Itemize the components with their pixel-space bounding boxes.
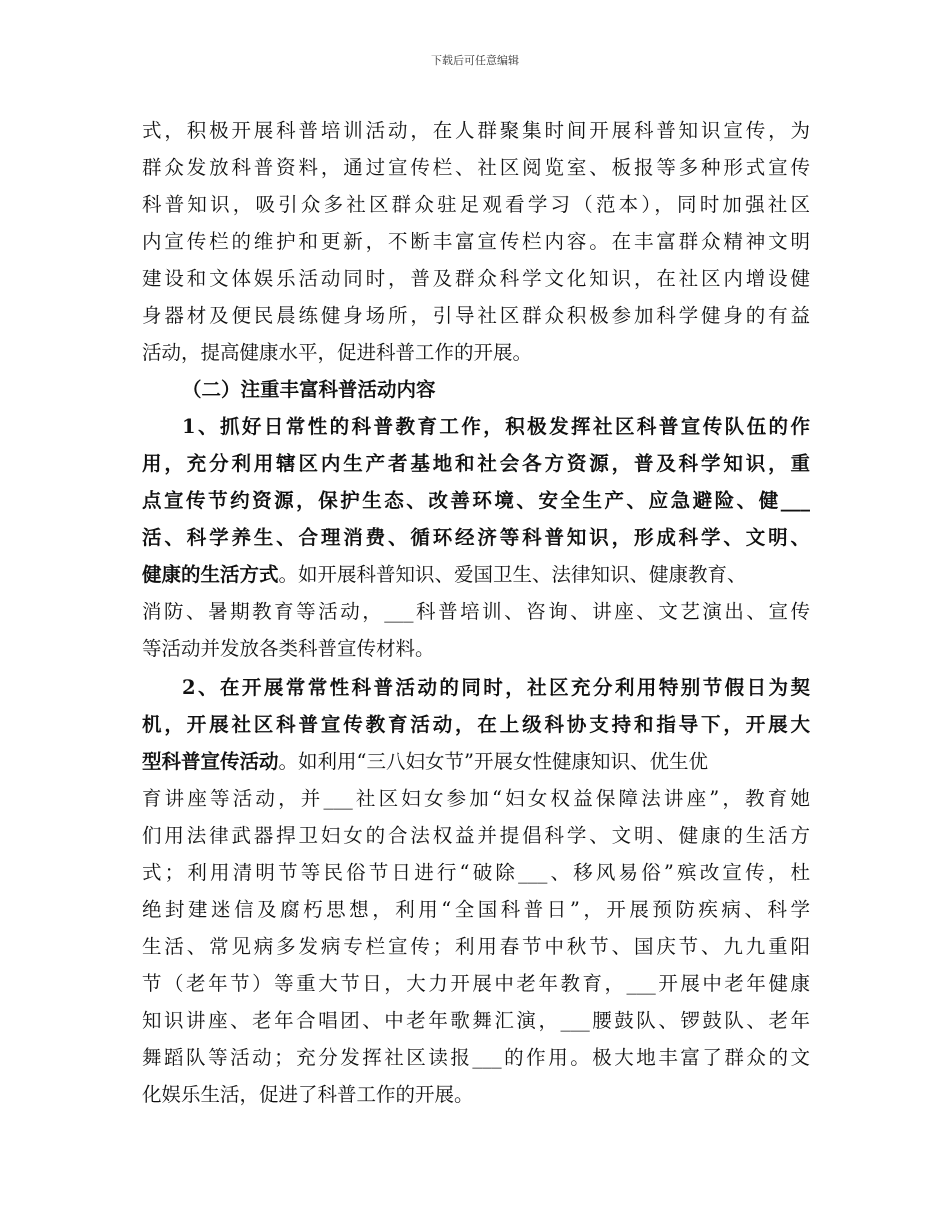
paragraph-line (142, 743, 810, 780)
paragraph-line: 机，开展社区科普宣传教育活动，在上级科协支持和指导下，开展大 (142, 713, 810, 736)
paragraph-line: 群众发放科普资料，通过宣传栏、社区阅览室、板报等多种形式宣传 (142, 156, 810, 179)
document-body (142, 112, 810, 1113)
section-heading: （二）注重丰富科普活动内容 (182, 378, 436, 401)
paragraph-line: 用，充分利用辖区内生产者基地和社会各方资源，普及科学知识，重 (142, 452, 810, 475)
paragraph-line: 活动，提高健康水平，促进科普工作的开展。 (142, 341, 533, 364)
normal-text: 。如开展科普知识、爱国卫生、法律知识、健康教育、 (278, 563, 747, 586)
paragraph-line: 建设和文体娱乐活动同时，普及群众科学文化知识，在社区内增设健 (142, 267, 810, 290)
paragraph-line: 育讲座等活动，并___社区妇女参加“妇女权益保障法讲座”，教育她 (142, 787, 810, 810)
page-header: 下载后可任意编辑 (431, 54, 519, 67)
paragraph-line: 内宣传栏的维护和更新，不断丰富宣传栏内容。在丰富群众精神文明 (142, 230, 810, 253)
normal-text: 。如利用“三八妇女节”开展女性健康知识、优生优 (278, 750, 708, 773)
paragraph-line: 知识讲座、老年合唱团、中老年歌舞汇演，___腰鼓队、锣鼓队、老年 (142, 1009, 810, 1032)
paragraph-line: 舞蹈队等活动；充分发挥社区读报___的作用。极大地丰富了群众的文 (142, 1046, 810, 1069)
intro-paragraph (142, 112, 810, 371)
paragraph-line: 身器材及便民晨练健身场所，引导社区群众积极参加科学健身的有益 (142, 304, 810, 327)
paragraph-line: 生活、常见病多发病专栏宣传；利用春节中秋节、国庆节、九九重阳 (142, 935, 810, 958)
bold-text: 健康的生活方式 (142, 563, 279, 586)
paragraph-line: 等活动并发放各类科普宣传材料。 (142, 637, 435, 660)
paragraph-line: 化娱乐生活，促进了科普工作的开展。 (142, 1083, 474, 1106)
paragraph-line: 点宣传节约资源，保护生态、改善环境、安全生产、应急避险、健___ (142, 489, 810, 512)
paragraph-line: 绝封建迷信及腐朽思想，利用“全国科普日”，开展预防疾病、科学 (142, 898, 810, 921)
item1-paragraph (142, 408, 810, 667)
paragraph-line: 1、抓好日常性的科普教育工作，积极发挥社区科普宣传队伍的作 (182, 415, 810, 438)
paragraph-line: 消防、暑期教育等活动，___科普培训、咨询、讲座、文艺演出、宣传 (142, 600, 810, 623)
paragraph-line: 们用法律武器捍卫妇女的合法权益并提倡科学、文明、健康的生活方 (142, 824, 810, 847)
paragraph-line: 式，积极开展科普培训活动，在人群聚集时间开展科普知识宣传，为 (142, 119, 810, 142)
paragraph-line: 式；利用清明节等民俗节日进行“破除___、移风易俗”殡改宣传，杜 (142, 861, 810, 884)
item2-paragraph (142, 669, 810, 1113)
paragraph-line: 2、在开展常常性科普活动的同时，社区充分利用特别节假日为契 (182, 676, 810, 699)
paragraph-line: 节（老年节）等重大节日，大力开展中老年教育，___开展中老年健康 (142, 972, 810, 995)
paragraph-line: 活、科学养生、合理消费、循环经济等科普知识，形成科学、文明、 (142, 526, 810, 549)
paragraph-line: 科普知识，吸引众多社区群众驻足观看学习（范本），同时加强社区 (142, 193, 810, 216)
bold-text: 型科普宣传活动 (142, 750, 279, 773)
paragraph-line (142, 556, 810, 593)
